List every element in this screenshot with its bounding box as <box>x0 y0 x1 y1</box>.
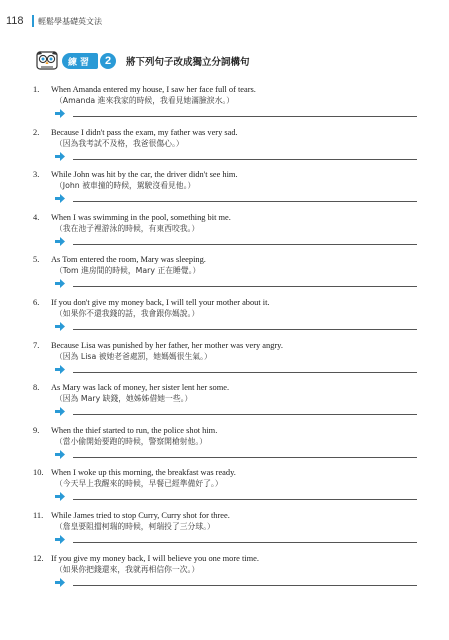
item-english: Because I didn't pass the exam, my father was very sad. <box>51 127 238 137</box>
answer-line[interactable] <box>73 457 417 458</box>
list-item <box>33 169 417 212</box>
answer-row <box>55 532 417 545</box>
list-item <box>33 553 417 596</box>
arrow-icon <box>55 279 65 288</box>
answer-row <box>55 404 417 417</box>
answer-line[interactable] <box>73 414 417 415</box>
item-translation: （當小偷開始要跑的時候，警察開槍射他。） <box>55 436 208 446</box>
arrow-icon <box>55 492 65 501</box>
arrow-icon <box>55 322 65 331</box>
exercise-list <box>33 84 417 595</box>
arrow-icon <box>55 109 65 118</box>
item-sentence <box>33 212 417 223</box>
item-number: 2. <box>33 127 40 137</box>
answer-row <box>55 362 417 375</box>
answer-line[interactable] <box>73 286 417 287</box>
item-translation: （因為 Mary 缺錢，她姊姊借她一些。） <box>55 394 193 404</box>
item-number: 1. <box>33 85 40 94</box>
list-item <box>33 212 417 255</box>
item-sentence <box>33 553 417 564</box>
item-english: When I woke up this morning, the breakfast was ready. <box>51 468 236 478</box>
answer-row <box>55 447 417 460</box>
answer-line[interactable] <box>73 585 417 586</box>
badge-number: 2 <box>100 53 116 69</box>
item-sentence <box>33 467 417 478</box>
item-sentence <box>33 127 417 138</box>
book-title: 輕鬆學基礎英文法 <box>38 16 102 26</box>
answer-line[interactable] <box>73 159 417 160</box>
item-english: When the thief started to run, the police shot him. <box>51 425 218 435</box>
page-number: 118 <box>6 15 24 27</box>
item-number: 4. <box>33 212 40 222</box>
answer-line[interactable] <box>73 116 417 117</box>
owl-icon <box>36 51 58 71</box>
item-english: While James tried to stop Curry, Curry shot for three. <box>51 510 230 520</box>
item-number: 8. <box>33 383 40 393</box>
item-sentence <box>33 382 417 393</box>
arrow-icon <box>55 365 65 374</box>
item-english: When I was swimming in the pool, something bit me. <box>51 212 231 222</box>
item-translation: （今天早上我醒來的時候，早餐已經準備好了。） <box>55 479 223 489</box>
answer-line[interactable] <box>73 372 417 373</box>
answer-row <box>55 319 417 332</box>
list-item <box>33 84 417 127</box>
item-translation: （詹皇要阻擋柯瑞的時候，柯瑞投了三分球。） <box>55 521 215 531</box>
item-english: When Amanda entered my house, I saw her face full of tears. <box>51 85 256 94</box>
item-sentence <box>33 254 417 265</box>
arrow-icon <box>55 152 65 161</box>
answer-line[interactable] <box>73 201 417 202</box>
item-number: 10. <box>33 468 44 478</box>
list-item <box>33 340 417 383</box>
arrow-icon <box>55 407 65 416</box>
list-item <box>33 510 417 553</box>
answer-row <box>55 489 417 502</box>
arrow-icon <box>55 237 65 246</box>
item-translation: （我在池子裡游泳的時候，有東西咬我。） <box>55 223 200 233</box>
page-header <box>0 14 102 28</box>
answer-line[interactable] <box>73 542 417 543</box>
item-translation: （如果你不還我錢的話，我會跟你媽說。） <box>55 308 200 318</box>
item-translation: （Amanda 進來我家的時候，我看見她滿臉淚水。） <box>55 96 235 105</box>
answer-line[interactable] <box>73 329 417 330</box>
item-sentence <box>33 510 417 521</box>
item-translation: （John 被車撞的時候，駕駛沒看見他。） <box>55 181 196 191</box>
list-item <box>33 382 417 425</box>
item-sentence <box>33 297 417 308</box>
item-number: 3. <box>33 170 40 180</box>
item-number: 5. <box>33 255 40 265</box>
arrow-icon <box>55 578 65 587</box>
badge-label: 練習 <box>62 53 98 69</box>
exercise-badge <box>62 53 116 69</box>
item-translation: （如果你把錢還來，我就再相信你一次。） <box>55 564 200 574</box>
item-translation: （因為 Lisa 被她老爸處罰，她媽媽很生氣。） <box>55 351 212 361</box>
item-english: If you give my money back, I will believe you one more time. <box>51 553 259 563</box>
answer-row <box>55 191 417 204</box>
list-item <box>33 297 417 340</box>
arrow-icon <box>55 535 65 544</box>
item-english: As Mary was lack of money, her sister lent her some. <box>51 383 230 393</box>
list-item <box>33 127 417 170</box>
exercise-instruction: 將下列句子改成獨立分詞構句 <box>126 57 250 68</box>
item-translation: （Tom 進房間的時候，Mary 正在睡覺。） <box>55 266 201 276</box>
list-item <box>33 425 417 468</box>
item-number: 12. <box>33 553 44 563</box>
item-english: As Tom entered the room, Mary was sleeping. <box>51 255 206 265</box>
item-english: If you don't give my money back, I will tell your mother about it. <box>51 297 270 307</box>
item-english: Because Lisa was punished by her father, her mother was very angry. <box>51 340 283 350</box>
answer-row <box>55 575 417 588</box>
item-number: 11. <box>33 510 44 520</box>
list-item <box>33 467 417 510</box>
arrow-icon <box>55 450 65 459</box>
answer-line[interactable] <box>73 244 417 245</box>
answer-row <box>55 149 417 162</box>
item-number: 7. <box>33 340 40 350</box>
item-sentence <box>33 84 417 95</box>
answer-row <box>55 234 417 247</box>
item-sentence <box>33 425 417 436</box>
item-translation: （因為我考試不及格，我爸很傷心。） <box>55 138 184 148</box>
item-sentence <box>33 169 417 180</box>
item-english: While John was hit by the car, the driver didn't see him. <box>51 170 238 180</box>
item-sentence <box>33 340 417 351</box>
item-number: 9. <box>33 425 40 435</box>
exercise-heading <box>36 50 250 72</box>
arrow-icon <box>55 194 65 203</box>
answer-row <box>55 106 417 119</box>
answer-line[interactable] <box>73 499 417 500</box>
answer-row <box>55 276 417 289</box>
header-divider <box>32 15 34 27</box>
list-item <box>33 254 417 297</box>
item-number: 6. <box>33 297 40 307</box>
